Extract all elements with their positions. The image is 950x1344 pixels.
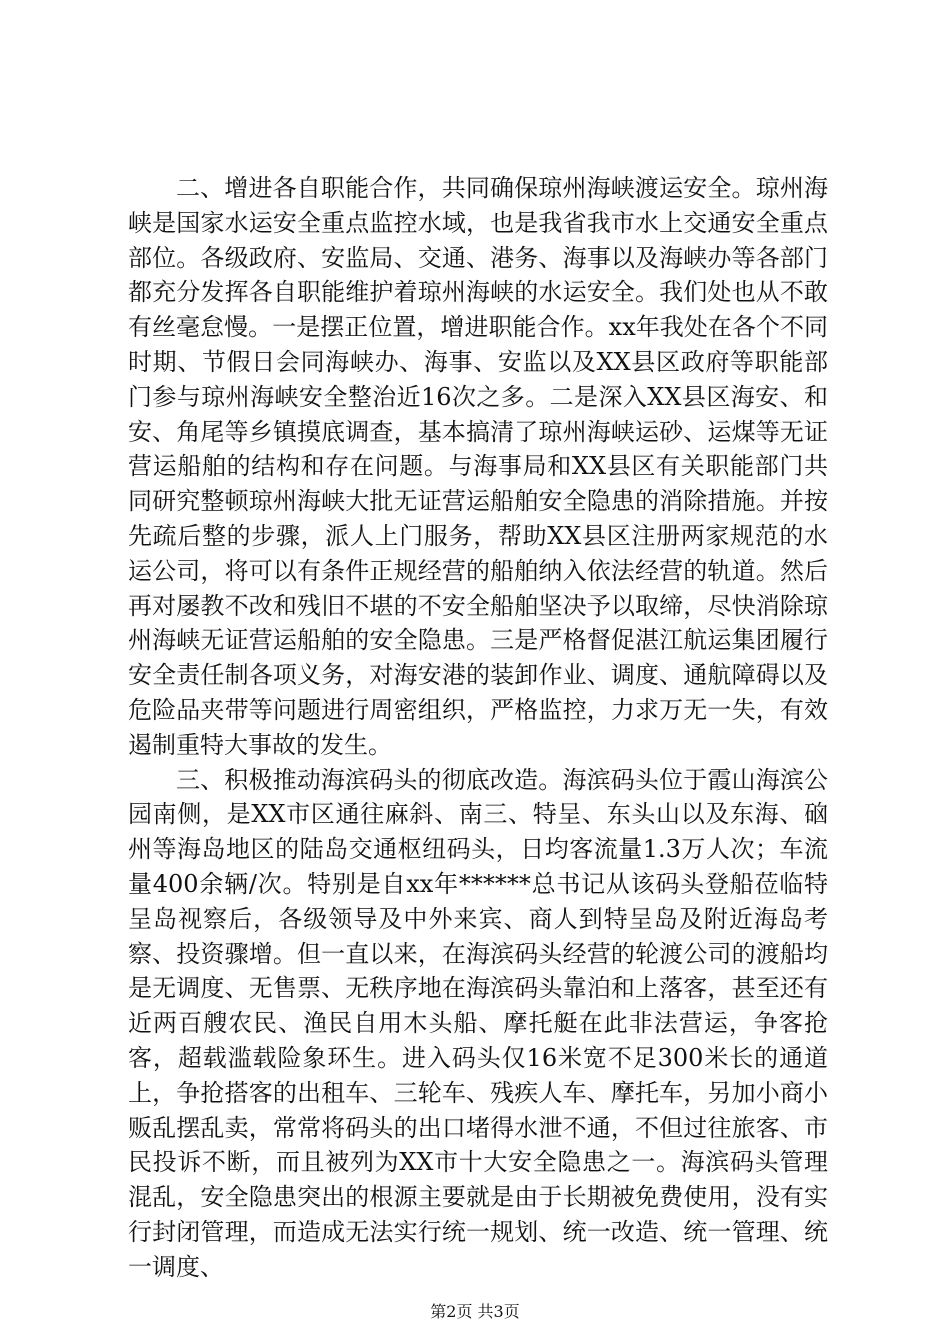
document-body [128, 171, 828, 1285]
paragraph-two: 二、增进各自职能合作，共同确保琼州海峡渡运安全。琼州海峡是国家水运安全重点监控水域，也是我省我市水上交通安全重点部位。各级政府、安监局、交通、港务、海事以及海峡办等各部门都充分发挥各自职能维护着琼州海峡的水运安全。我们处也从不敢有丝毫怠慢。一是摆正位置，增进职能合作。xx年我处在各个不同时期、节假日会同海峡办、海事、安监以及XX县区政府等职能部门参与琼州海峡安全整治近16次之多。二是深入XX县区海安、和安、角尾等乡镇摸底调查，基本搞清了琼州海峡运砂、运煤等无证营运船舶的结构和存在问题。与海事局和XX县区有关职能部门共同研究整顿琼州海峡大批无证营运船舶安全隐患的消除措施。并按先疏后整的步骤，派人上门服务，帮助XX县区注册两家规范的水运公司，将可以有条件正规经营的船舶纳入依法经营的轨道。然后再对屡教不改和残旧不堪的不安全船舶坚决予以取缔，尽快消除琼州海峡无证营运船舶的安全隐患。三是严格督促湛江航运集团履行安全责任制各项义务，对海安港的装卸作业、调度、通航障碍以及危险品夹带等问题进行周密组织，严格监控，力求万无一失，有效遏制重特大事故的发生。 [128, 174, 828, 759]
page-footer: 第2页 共3页 [430, 1302, 520, 1321]
paragraph-three: 三、积极推动海滨码头的彻底改造。海滨码头位于霞山海滨公园南侧，是XX市区通往麻斜、南三、特呈、东头山以及东海、硇州等海岛地区的陆岛交通枢纽码头，日均客流量1.3万人次；车流量400余辆/次。特别是自xx年******总书记从该码头登船莅临特呈岛视察后，各级领导及中外来宾、商人到特呈岛及附近海岛考察、投资骤增。但一直以来，在海滨码头经营的轮渡公司的渡船均是无调度、无售票、无秩序地在海滨码头靠泊和上落客，甚至还有近两百艘农民、渔民自用木头船、摩托艇在此非法营运，争客抢客，超载滥载险象环生。进入码头仅16米宽不足300米长的通道上，争抢搭客的出租车、三轮车、残疾人车、摩托车，另加小商小贩乱摆乱卖，常常将码头的出口堵得水泄不通，不但过往旅客、市民投诉不断，而且被列为XX市十大安全隐患之一。海滨码头管理混乱，安全隐患突出的根源主要就是由于长期被免费使用，没有实行封闭管理，而造成无法实行统一规划、统一改造、统一管理、统一调度、 [128, 765, 828, 1281]
